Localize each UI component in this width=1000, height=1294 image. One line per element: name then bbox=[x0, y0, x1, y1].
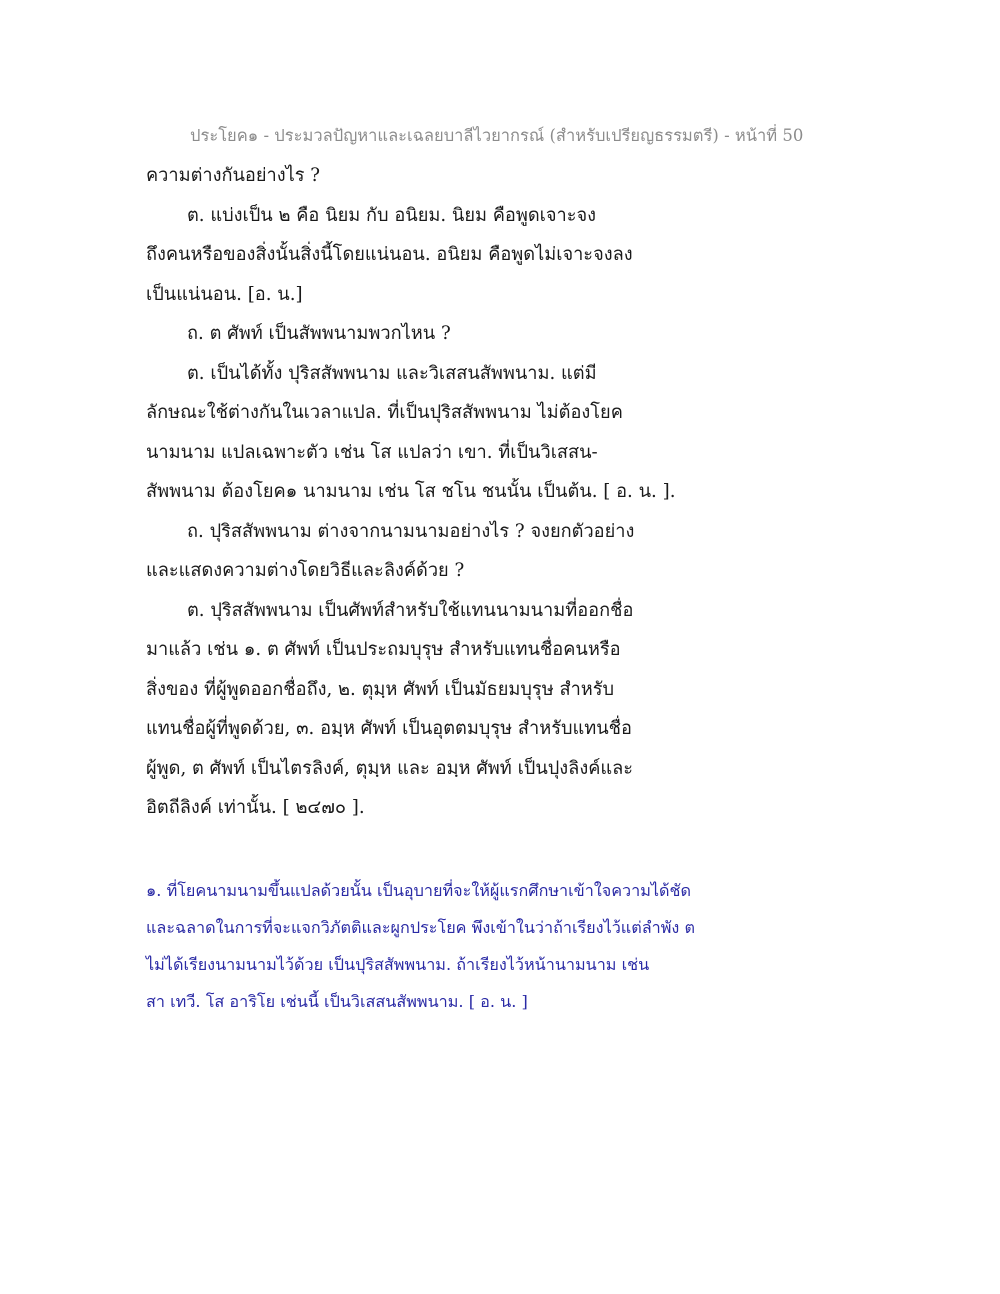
body-text bbox=[146, 156, 826, 828]
footnote-line: ไม่ได้เรียงนามนามไว้ด้วย เป็นปุริสสัพพนาม. ถ้าเรียงไว้หน้านามนาม เช่น bbox=[146, 955, 650, 974]
text-line: ต. แบ่งเป็น ๒ คือ นิยม กับ อนิยม. นิยม คือพูดเจาะจง bbox=[187, 204, 597, 226]
text-line: ถึงคนหรือของสิ่งนั้นสิ่งนี้โดยแน่นอน. อนิยม คือพูดไม่เจาะจงลง bbox=[146, 244, 633, 265]
text-line: สัพพนาม ต้องโยค๑ นามนาม เช่น โส ชโน ชนนั้น เป็นต้น. [ อ. น. ]. bbox=[146, 481, 676, 502]
text-line: และแสดงความต่างโดยวิธีและลิงค์ด้วย ? bbox=[146, 560, 465, 581]
text-line: เป็นแน่นอน. [อ. น.] bbox=[146, 283, 303, 305]
footnote-line: และฉลาดในการที่จะแจกวิภัตติและผูกประโยค พึงเข้าในว่าถ้าเรียงไว้แต่ลำพัง ต bbox=[146, 918, 695, 937]
text-line: นามนาม แปลเฉพาะตัว เช่น โส แปลว่า เขา. ที่เป็นวิเสสน- bbox=[146, 441, 598, 463]
text-line: ลักษณะใช้ต่างกันในเวลาแปล. ที่เป็นปุริสสัพพนาม ไม่ต้องโยค bbox=[146, 402, 623, 423]
text-line: ต. เป็นได้ทั้ง ปุริสสัพพนาม และวิเสสนสัพพนาม. แต่มี bbox=[187, 362, 597, 384]
text-line: อิตถีลิงค์ เท่านั้น. [ ๒๔๗๐ ]. bbox=[146, 797, 365, 818]
footnote bbox=[146, 872, 846, 1020]
text-line: ความต่างกันอย่างไร ? bbox=[146, 165, 321, 186]
footnote-line: สา เทวี. โส อาริโย เช่นนี้ เป็นวิเสสนสัพพนาม. [ อ. น. ] bbox=[146, 992, 528, 1011]
text-line: ต. ปุริสสัพพนาม เป็นศัพท์สำหรับใช้แทนนามนามที่ออกชื่อ bbox=[187, 599, 634, 621]
text-line: แทนชื่อผู้ที่พูดด้วย, ๓. อมฺห ศัพท์ เป็นอุตตมบุรุษ สำหรับแทนชื่อ bbox=[146, 718, 632, 739]
text-line: มาแล้ว เช่น ๑. ต ศัพท์ เป็นประถมบุรุษ สำหรับแทนชื่อคนหรือ bbox=[146, 639, 621, 660]
text-line: ผู้พูด, ต ศัพท์ เป็นไตรลิงค์, ตุมฺห และ อมฺห ศัพท์ เป็นปุงลิงค์และ bbox=[146, 757, 634, 779]
text-line: ถ. ปุริสสัพพนาม ต่างจากนามนามอย่างไร ? จงยกตัวอย่าง bbox=[187, 520, 635, 542]
page-header: ประโยค๑ - ประมวลปัญหาและเฉลยบาลีไวยากรณ์ (สำหรับเปรียญธรรมตรี) - หน้าที่ 50 bbox=[190, 126, 804, 145]
footnote-line: ๑. ที่โยคนามนามขึ้นแปลด้วยนั้น เป็นอุบายที่จะให้ผู้แรกศึกษาเข้าใจความได้ชัด bbox=[146, 881, 692, 900]
text-line: ถ. ต ศัพท์ เป็นสัพพนามพวกไหน ? bbox=[187, 323, 451, 344]
text-line: สิ่งของ ที่ผู้พูดออกชื่อถึง, ๒. ตุมฺห ศัพท์ เป็นมัธยมบุรุษ สำหรับ bbox=[146, 678, 615, 700]
